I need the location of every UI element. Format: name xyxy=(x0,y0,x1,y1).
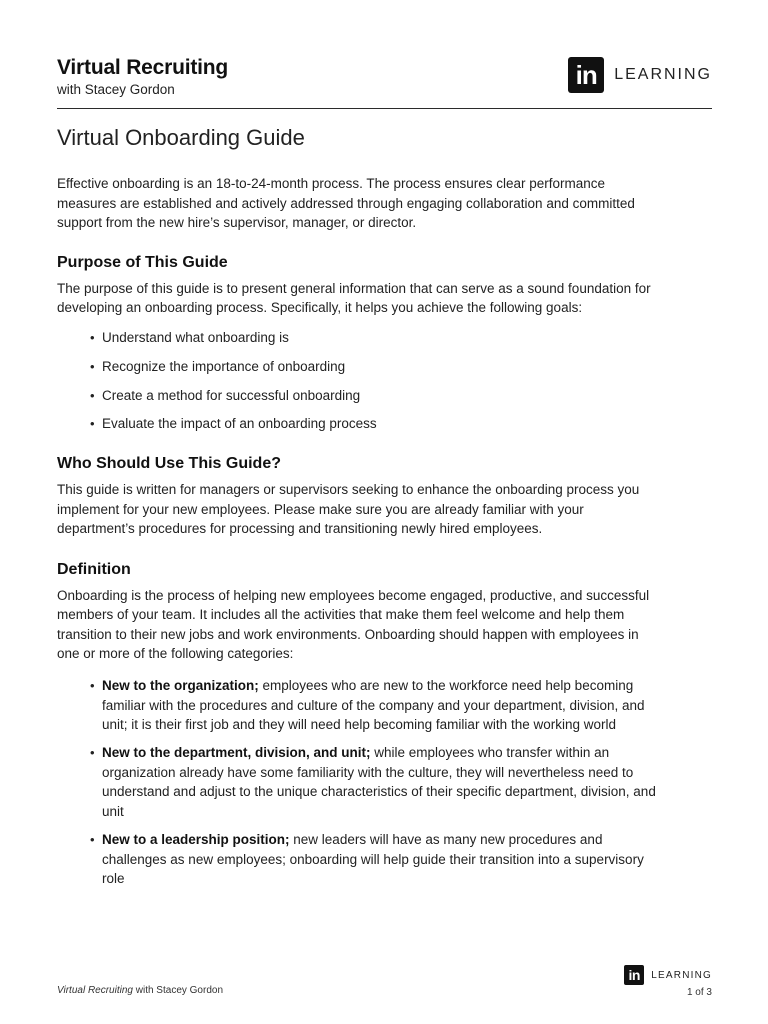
purpose-heading: Purpose of This Guide xyxy=(57,253,228,271)
course-author: with Stacey Gordon xyxy=(57,82,175,97)
definition-heading: Definition xyxy=(57,560,131,578)
category-term: New to the organization; xyxy=(102,678,259,694)
list-item xyxy=(90,743,657,821)
goals-list xyxy=(57,328,657,434)
linkedin-icon: in xyxy=(624,965,644,985)
purpose-paragraph: The purpose of this guide is to present general information that can serve as a sound foundation for developing an onboarding process. Specifically, it helps you achieve the following goals: xyxy=(57,280,651,316)
page-footer xyxy=(624,965,712,998)
list-item: • Understand what onboarding is xyxy=(90,328,657,348)
page-number: 1 of 3 xyxy=(686,987,712,998)
list-item: • Evaluate the impact of an onboarding process xyxy=(90,414,657,434)
category-desc: while employees who transfer within an organization already have some familiarity with the culture, they will nevertheless need to understand and adjust to the unique characteristics of their specific department, division, and unit xyxy=(102,745,656,820)
categories-list xyxy=(57,676,657,889)
footer-logo xyxy=(624,965,712,985)
intro-paragraph: Effective onboarding is an 18-to-24-month process. The process ensures clear performance measures are established and actively addressed through engaging collaboration and committed support from the new hire’s supervisor, manager, or director. xyxy=(57,176,635,231)
who-paragraph: This guide is written for managers or supervisors seeking to enhance the onboarding process you implement for your new employees. Please make sure you are already familiar with your department’s procedures for processing and transitioning newly hired employees. xyxy=(57,481,640,537)
footer-course xyxy=(57,985,223,996)
definition-paragraph: Onboarding is the process of helping new employees become engaged, productive, and successful members of your team. It includes all the activities that make them feel welcome and help them transition to their new jobs and work environments. Onboarding should happen with employees in one or more of the following categories: xyxy=(57,587,650,662)
list-item xyxy=(90,676,657,735)
list-item: • Recognize the importance of onboarding xyxy=(90,357,657,377)
list-item: • Create a method for successful onboarding xyxy=(90,386,657,406)
category-term: New to the department, division, and unit; xyxy=(102,745,371,761)
category-desc: employees who are new to the workforce need help becoming familiar with the procedures and culture of the company and your department, division, and unit; it is their first job and they will need help becoming familiar with the working world xyxy=(102,678,645,733)
page-header xyxy=(57,56,712,109)
linkedin-icon: in xyxy=(568,57,604,93)
list-item xyxy=(90,830,657,889)
document-title: Virtual Onboarding Guide xyxy=(57,125,305,150)
footer-course-author: with Stacey Gordon xyxy=(132,985,224,996)
document-body xyxy=(57,120,657,907)
footer-course-title: Virtual Recruiting xyxy=(57,985,133,996)
footer-logo-text: LEARNING xyxy=(651,969,712,981)
category-term: New to a leadership position; xyxy=(102,832,290,847)
who-heading: Who Should Use This Guide? xyxy=(57,454,281,472)
course-title: Virtual Recruiting xyxy=(57,56,229,79)
category-desc: new leaders will have as many new procedures and challenges as new employees; onboarding will help guide their transition into a supervisory role xyxy=(102,832,644,887)
linkedin-learning-logo xyxy=(568,57,712,93)
logo-text: LEARNING xyxy=(614,66,712,83)
